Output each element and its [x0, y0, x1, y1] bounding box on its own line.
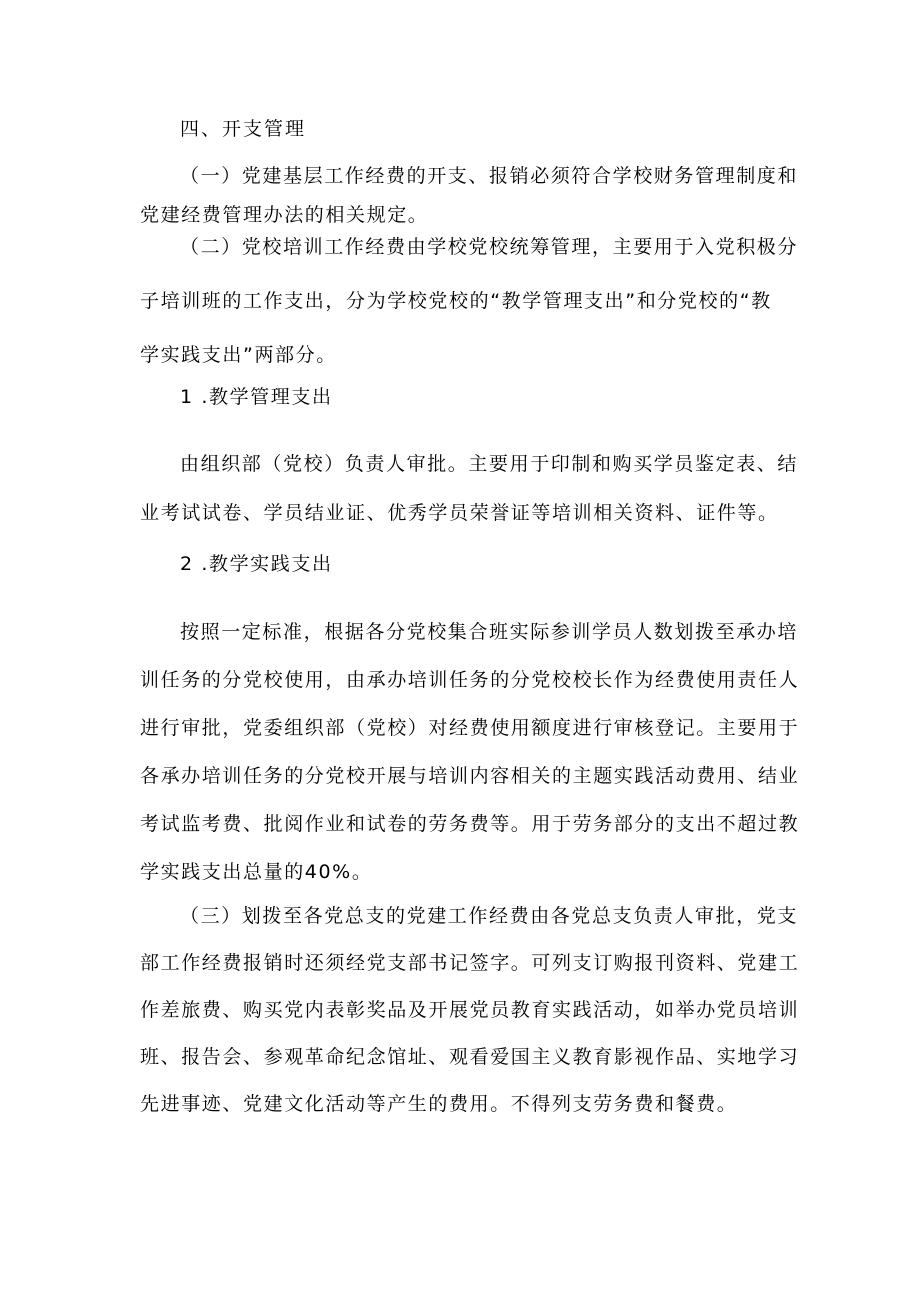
subsection-2-heading	[140, 545, 780, 584]
paragraph-1	[140, 157, 799, 235]
section-heading	[140, 110, 780, 149]
paragraph-2	[140, 228, 799, 375]
subsection-heading-text: 2 .教学实践支出	[180, 553, 333, 575]
paragraph-line: 先进事迹、党建文化活动等产生的费用。不得列支劳务费和餐费。	[140, 1093, 738, 1115]
paragraph-line: 学实践支出”两部分。	[140, 344, 337, 366]
section-heading-text: 四、开支管理	[180, 118, 307, 140]
paragraph-line: 部工作经费报销时还须经党支部书记签字。可列支订购报刊资料、党建工	[140, 952, 800, 974]
paragraph-line: 各承办培训任务的分党校开展与培训内容相关的主题实践活动费用、结业	[140, 765, 800, 787]
paragraph-line: 班、报告会、参观革命纪念馆址、观看爱国主义教育影视作品、实地学习	[140, 1046, 800, 1068]
paragraph-line: （一）党建基层工作经费的开支、报销必须符合学校财务管理制度和	[180, 165, 799, 187]
paragraph-line: 训任务的分党校使用，由承办培训任务的分党校校长作为经费使用责任人	[140, 669, 800, 691]
paragraph-line: 进行审批，党委组织部（党校）对经费使用额度进行审核登记。主要用于	[140, 717, 800, 739]
subsection-heading-text: 1 .教学管理支出	[180, 386, 333, 408]
paragraph-line: （二）党校培训工作经费由学校党校统筹管理，主要用于入党积极分	[180, 236, 799, 258]
paragraph-line: 子培训班的工作支出，分为学校党校的“教学管理支出”和分党校的“教	[140, 290, 772, 312]
paragraph-line: 考试监考费、批阅作业和试卷的劳务费等。用于劳务部分的支出不超过教	[140, 813, 800, 835]
paragraph-line: 作差旅费、购买党内表彰奖品及开展党员教育实践活动，如举办党员培训	[140, 999, 800, 1021]
paragraph-line: 由组织部（党校）负责人审批。主要用于印制和购买学员鉴定表、结	[180, 453, 799, 475]
paragraph-3	[140, 897, 800, 1124]
subsection-1-heading	[140, 378, 780, 417]
paragraph-line: （三）划拨至各党总支的党建工作经费由各党总支负责人审批，党支	[180, 905, 799, 927]
paragraph-line: 党建经费管理办法的相关规定。	[140, 204, 429, 226]
paragraph-line: 业考试试卷、学员结业证、优秀学员荣誉证等培训相关资料、证件等。	[140, 502, 779, 524]
paragraph-line: 按照一定标准，根据各分党校集合班实际参训学员人数划拨至承办培	[180, 621, 799, 643]
paragraph-line: 学实践支出总量的40%。	[140, 861, 373, 883]
subsection-2-body	[140, 613, 800, 892]
subsection-1-body	[140, 445, 799, 533]
